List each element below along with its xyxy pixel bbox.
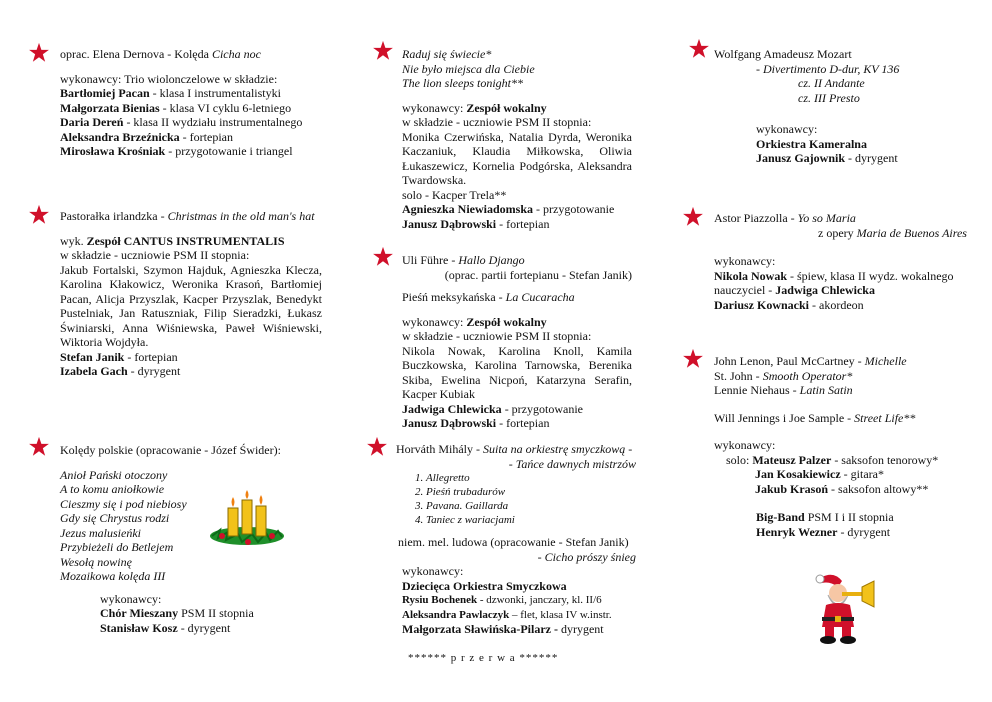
red-star-icon (682, 348, 704, 370)
list-item: A to komu aniołkowie (60, 482, 165, 496)
performer: Mirosława Krośniak - przygotowanie i triangel (60, 144, 293, 158)
section-big-band (714, 354, 976, 539)
performer: Stanisław Kosz - dyrygent (100, 620, 231, 635)
red-star-icon (372, 40, 394, 62)
piece-title: Astor Piazzolla - Yo so Maria (714, 211, 856, 225)
performer: Agnieszka Niewiadomska - przygotowanie (402, 202, 615, 216)
list-item: Anioł Pański otoczony (60, 467, 168, 482)
performers-label: wykonawcy: (402, 564, 464, 578)
movement: cz. III Presto (798, 90, 860, 105)
performer: Jan Kosakiewicz - gitara* (755, 467, 884, 481)
performer: Aleksandra Pawlaczyk – flet, klasa IV w.instr. (402, 608, 612, 621)
song-list (402, 47, 632, 91)
intermission: ****** p r z e r w a ****** (408, 651, 559, 664)
ensemble: Chór Mieszany PSM II stopnia (100, 606, 254, 620)
red-star-icon (28, 436, 50, 458)
section-cicha-noc (60, 47, 322, 159)
red-star-icon (372, 246, 394, 268)
section-suita (396, 442, 636, 665)
section-zespol-wokalny-1 (402, 47, 632, 231)
movement-list (396, 471, 636, 527)
performer: solo: Mateusz Palzer - saksofon tenorowy* (726, 452, 939, 467)
list-item: 1. Allegretto (426, 471, 636, 485)
piece-subtitle: - Cicho prószy śnieg (537, 549, 636, 564)
performer: Janusz Dąbrowski - fortepian (402, 416, 550, 430)
performer: Henryk Wezner - dyrygent (756, 524, 891, 539)
red-star-icon (28, 42, 50, 64)
ensemble: wykonawcy: Zespół wokalny (402, 100, 547, 115)
advent-candles-icon (208, 490, 286, 548)
piece-title: Pastorałka irlandzka - Christmas in the old man's hat (60, 209, 315, 223)
ensemble: Big-Band PSM I i II stopnia (756, 510, 894, 524)
ensemble: wyk. Zespół CANTUS INSTRUMENTALIS (60, 233, 285, 248)
section-pastoralka (60, 209, 322, 379)
arrangement-note: niem. mel. ludowa (opracowanie - Stefan Janik) (398, 535, 629, 549)
arrangement-note: (oprac. partii fortepianu - Stefan Janik) (444, 267, 632, 282)
performer: Rysiu Bochenek - dzwonki, janczary, kl. II/6 (402, 594, 602, 606)
ensemble: Orkiestra Kameralna (756, 136, 867, 151)
composer: Wolfgang Amadeusz Mozart (714, 47, 852, 61)
section-mozart (714, 47, 976, 166)
performers-label: wykonawcy: (756, 122, 818, 136)
performer: Nikola Nowak - śpiew, klasa II wydz. wokalnego (714, 268, 954, 283)
piece-title: Will Jennings i Joe Sample - Street Life** (714, 410, 916, 425)
performers-label: wykonawcy: (714, 438, 776, 452)
red-star-icon (682, 206, 704, 228)
performer: Janusz Gajownik - dyrygent (756, 151, 898, 165)
piece-title: oprac. Elena Dernova - Kolęda Cicha noc (60, 47, 261, 61)
work-title: - Divertimento D-dur, KV 136 (756, 61, 900, 76)
piece-title: Uli Führe - Hallo Django (402, 253, 525, 267)
piece-title: Lennie Niehaus - Latin Satin (714, 383, 853, 397)
performers-label: wykonawcy: (100, 591, 162, 606)
performer: Jakub Krasoń - saksofon altowy** (755, 481, 929, 496)
red-star-icon (688, 38, 710, 60)
performer: Janusz Dąbrowski - fortepian (402, 216, 550, 231)
ensemble-desc: w składzie - uczniowie PSM II stopnia: (402, 329, 592, 343)
piece-title: St. John - Smooth Operator* (714, 368, 853, 383)
section-piazzolla (714, 211, 976, 312)
piece-title: John Lenon, Paul McCartney - Michelle (714, 354, 907, 368)
performers-intro: wykonawcy: Trio wiolonczelowe w składzie: (60, 71, 278, 86)
member-list: Monika Czerwińska, Natalia Dyrda, Weronika Kaczaniuk, Klaudia Miłkowska, Oliwia Łukaszewicz, Kornelia Podgórska, Aleksandra Twardowska. (402, 129, 632, 187)
list-item: The lion sleeps tonight** (402, 76, 523, 90)
member-list: Nikola Nowak, Karolina Knoll, Kamila Buczkowska, Karolina Tarnowska, Berenika Skiba, Ewelina Nicpoń, Katarzyna Serafin, Kacper Kubiak (402, 343, 632, 401)
movement: cz. II Andante (798, 76, 865, 90)
piece-title: Pieśń meksykańska - La Cucaracha (402, 290, 575, 304)
opera-note: z opery Maria de Buenos Aires (818, 225, 967, 240)
list-item: Przybieżeli do Betlejem (60, 540, 174, 554)
list-item: Nie było miejsca dla Ciebie (402, 61, 535, 76)
red-star-icon (28, 204, 50, 226)
member-list: Jakub Fortalski, Szymon Hajduk, Agnieszka Klecza, Karolina Kłakowicz, Weronika Krasoń, Bartłomiej Pacan, Alicja Przyszlak, Kacper Przyszlak, Benedykt Pustelniak, Jan Ratuszniak, Filip Sieradzki, Łukasz Świniarski, Anna Wiśniewska, Paweł Wiśniewski, Wiktoria Wojdyła. (60, 262, 322, 349)
performer: Dariusz Kownacki - akordeon (714, 297, 864, 312)
soloist: solo - Kacper Trela** (402, 187, 507, 202)
ensemble-desc: w składzie - uczniowie PSM II stopnia: (60, 248, 250, 262)
piece-title: Horváth Mihály - Suita na orkiestrę smyczkową - (396, 442, 633, 456)
performers-label: wykonawcy: (714, 254, 776, 268)
section-zespol-wokalny-2 (402, 253, 632, 431)
list-item: Cieszmy się i pod niebiosy (60, 496, 187, 511)
piece-subtitle: - Tańce dawnych mistrzów (508, 456, 636, 471)
performer: nauczyciel - Jadwiga Chlewicka (714, 283, 875, 297)
list-item: Mozaikowa kolęda III (60, 569, 166, 583)
performer: Stefan Janik - fortepian (60, 349, 178, 364)
ensemble-desc: w składzie - uczniowie PSM II stopnia: (402, 115, 592, 129)
red-star-icon (366, 436, 388, 458)
performer: Bartłomiej Pacan - klasa I instrumentalistyki (60, 86, 281, 100)
piece-title: Kolędy polskie (opracowanie - Józef Świder): (60, 443, 281, 457)
list-item: 3. Pavana. Gaillarda (426, 499, 636, 513)
list-item: 2. Pieśń trubadurów (426, 485, 636, 499)
list-item: Wesołą nowinę (60, 554, 132, 569)
ensemble: wykonawcy: Zespół wokalny (402, 314, 547, 329)
performer: Jadwiga Chlewicka - przygotowanie (402, 401, 583, 416)
performer: Izabela Gach - dyrygent (60, 364, 181, 378)
list-item: Raduj się świecie* (402, 47, 492, 61)
list-item: Jezus malusieńki (60, 525, 141, 540)
performer: Małgorzata Sławińska-Pilarz - dyrygent (402, 622, 604, 636)
performer: Daria Dereń - klasa II wydziału instrumentalnego (60, 115, 303, 129)
performer: Aleksandra Brzeźnicka - fortepian (60, 129, 233, 144)
santa-trumpet-icon (808, 573, 878, 645)
ensemble: Dziecięca Orkiestra Smyczkowa (402, 578, 567, 593)
list-item: Gdy się Chrystus rodzi (60, 511, 170, 525)
performer: Małgorzata Bienias - klasa VI cyklu 6-letniego (60, 100, 292, 115)
list-item: 4. Taniec z wariacjami (426, 513, 636, 527)
